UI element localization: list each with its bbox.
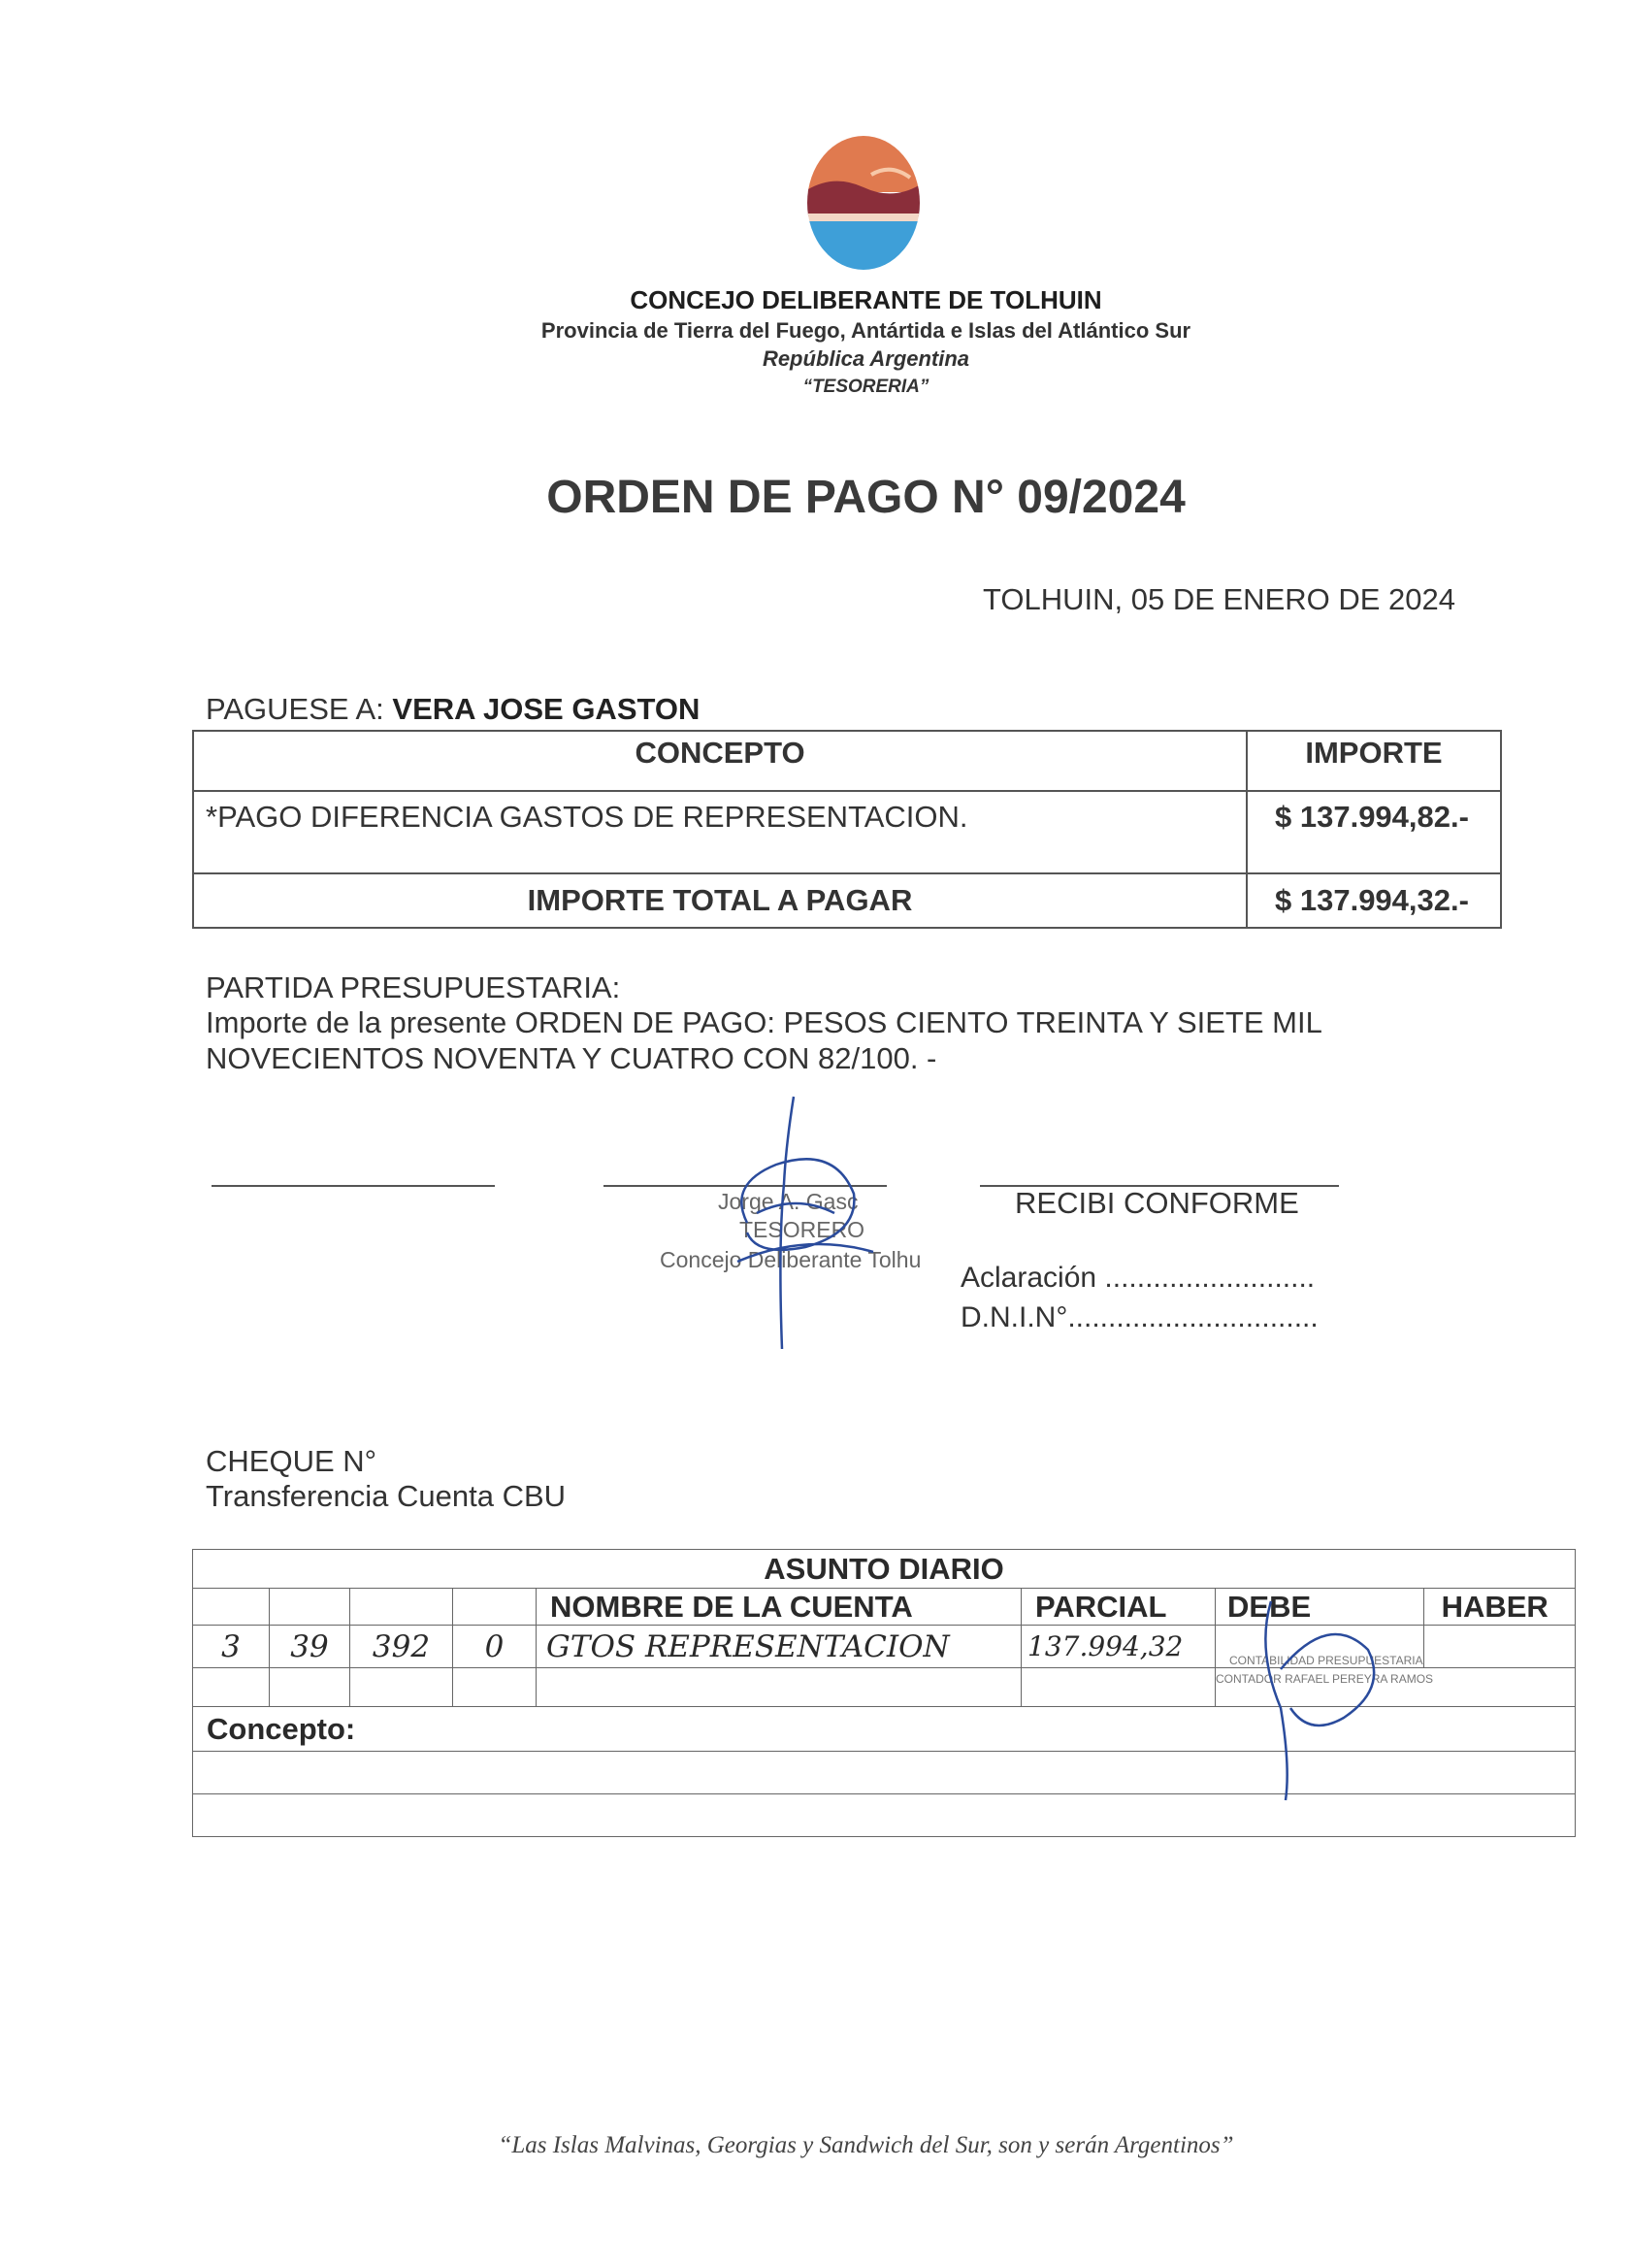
signature-line-left bbox=[212, 1185, 495, 1187]
budget-line-2: NOVECIENTOS NOVENTA Y CUATRO CON 82/100. - bbox=[206, 1041, 937, 1075]
empty-cell bbox=[270, 1668, 350, 1707]
transfer-label: Transferencia Cuenta CBU bbox=[206, 1479, 567, 1513]
code-cell-1: 3 bbox=[193, 1626, 270, 1668]
accountant-signature bbox=[1252, 1592, 1397, 1805]
accounting-stamp-2: CONTADOR RAFAEL PEREYRA RAMOS bbox=[1216, 1668, 1576, 1707]
empty-cell bbox=[350, 1668, 453, 1707]
payee-label: PAGUESE A: bbox=[206, 692, 384, 726]
concept-header: CONCEPTO bbox=[193, 731, 1247, 791]
partial-header: PARCIAL bbox=[1022, 1589, 1216, 1626]
cheque-label: CHEQUE N° bbox=[206, 1444, 377, 1478]
code-header-1 bbox=[193, 1589, 270, 1626]
payee-name: VERA JOSE GASTON bbox=[392, 692, 701, 726]
logo-emblem bbox=[803, 134, 924, 272]
journal-concept-label: Concepto: bbox=[193, 1707, 1576, 1752]
code-cell-4: 0 bbox=[453, 1626, 537, 1668]
treasurer-title: TESORERO bbox=[739, 1217, 865, 1242]
received-label: RECIBI CONFORME bbox=[1015, 1186, 1299, 1220]
republic-line: República Argentina bbox=[762, 346, 970, 371]
department-line: “TESORERIA” bbox=[802, 377, 929, 397]
credit-header: HABER bbox=[1423, 1589, 1575, 1626]
order-table bbox=[192, 730, 1502, 929]
date-line: TOLHUIN, 05 DE ENERO DE 2024 bbox=[983, 582, 1455, 616]
account-name-header: NOMBRE DE LA CUENTA bbox=[537, 1589, 1022, 1626]
code-header-3 bbox=[350, 1589, 453, 1626]
province-line: Provincia de Tierra del Fuego, Antártida e Islas del Atlántico Sur bbox=[540, 318, 1191, 343]
total-label: IMPORTE TOTAL A PAGAR bbox=[193, 873, 1247, 928]
treasurer-signature bbox=[689, 1087, 902, 1359]
code-cell-3: 392 bbox=[350, 1626, 453, 1668]
debit-header: DEBE bbox=[1216, 1589, 1424, 1626]
code-header-4 bbox=[453, 1589, 537, 1626]
empty-cell bbox=[1022, 1668, 1216, 1707]
aclaracion-field: Aclaración .......................... bbox=[961, 1262, 1316, 1294]
empty-cell bbox=[193, 1668, 270, 1707]
budget-line-1: Importe de la presente ORDEN DE PAGO: PESOS CIENTO TREINTA Y SIETE MIL bbox=[206, 1005, 1322, 1039]
payee-line bbox=[206, 692, 700, 727]
budget-label: PARTIDA PRESUPUESTARIA: bbox=[206, 970, 621, 1004]
credit-cell bbox=[1423, 1626, 1575, 1668]
accounting-stamp-1: CONTABILIDAD PRESUPUESTARIA bbox=[1216, 1626, 1424, 1668]
empty-cell bbox=[537, 1668, 1022, 1707]
page-title: ORDEN DE PAGO N° 09/2024 bbox=[546, 472, 1186, 523]
total-amount: $ 137.994,32.- bbox=[1247, 873, 1501, 928]
treasurer-org: Concejo Deliberante Tolhu bbox=[660, 1247, 922, 1272]
journal-title: ASUNTO DIARIO bbox=[193, 1550, 1576, 1589]
treasurer-name: Jorge A. Gasc bbox=[718, 1189, 859, 1214]
concept-cell: *PAGO DIFERENCIA GASTOS DE REPRESENTACION. bbox=[193, 791, 1247, 873]
code-header-2 bbox=[270, 1589, 350, 1626]
footer-motto: “Las Islas Malvinas, Georgias y Sandwich del Sur, son y serán Argentinos” bbox=[498, 2132, 1234, 2158]
account-name-cell: GTOS REPRESENTACION bbox=[537, 1626, 1022, 1668]
org-name: CONCEJO DELIBERANTE DE TOLHUIN bbox=[630, 285, 1102, 314]
amount-header: IMPORTE bbox=[1247, 731, 1501, 791]
code-cell-2: 39 bbox=[270, 1626, 350, 1668]
partial-cell: 137.994,32 bbox=[1022, 1626, 1216, 1668]
amount-cell: $ 137.994,82.- bbox=[1247, 791, 1501, 873]
empty-cell bbox=[453, 1668, 537, 1707]
dni-field: D.N.I.N°............................... bbox=[961, 1301, 1319, 1333]
